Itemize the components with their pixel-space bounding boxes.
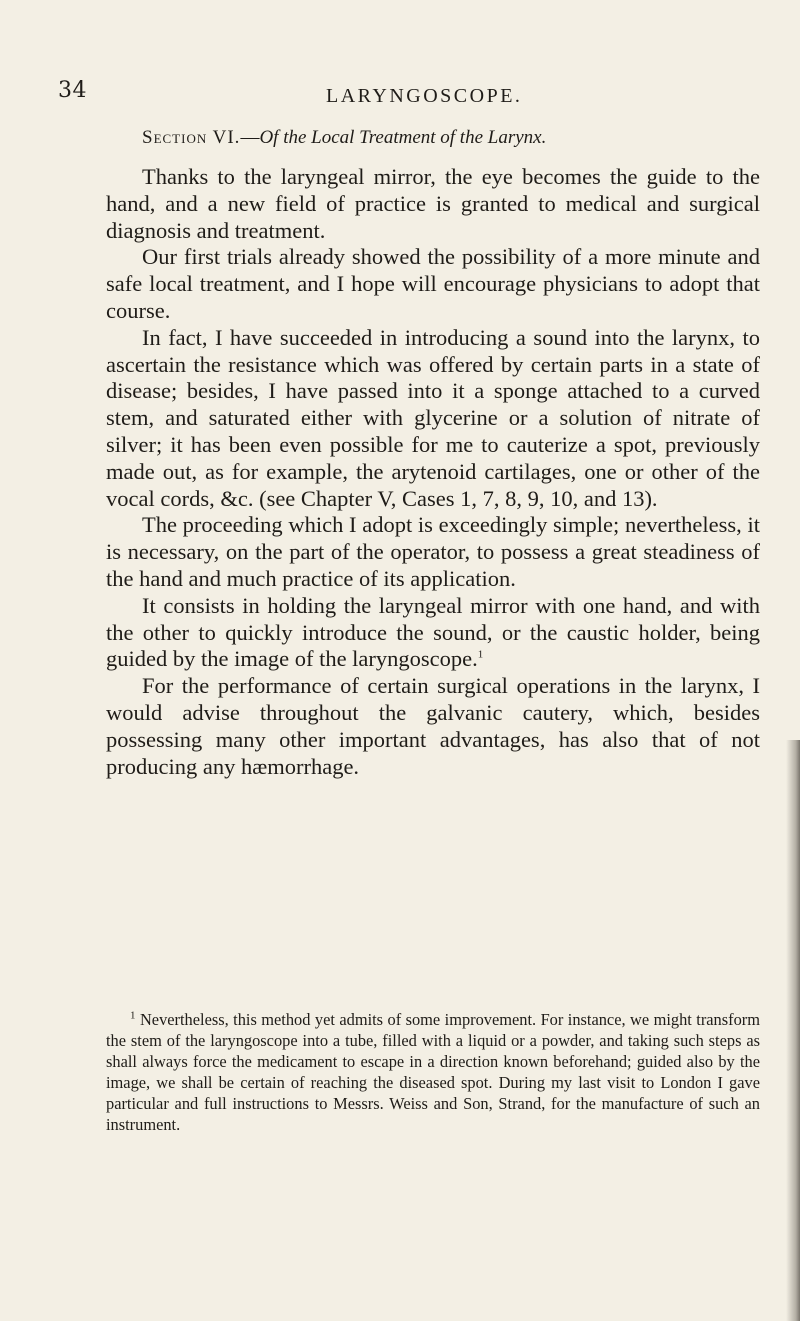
paragraph (106, 593, 760, 673)
running-head: LARYNGOSCOPE. (326, 85, 523, 107)
page-number: 34 (58, 78, 87, 103)
footnote-reference: 1 (477, 648, 484, 661)
footnote-marker: 1 (130, 1009, 136, 1022)
page-edge-shadow (786, 740, 800, 1321)
paragraph: Thanks to the laryngeal mirror, the eye becomes the guide to the hand, and a new field of practice is granted to medical and surgical diagnosis and treatment. (106, 164, 760, 243)
section-label: Section VI. (142, 127, 241, 148)
footnote-text: Nevertheless, this method yet admits of some improvement. For instance, we might transform the stem of the laryngoscope into a tube, filled with a liquid or a powder, and taking such steps as shall always force the medicament to escape in a direction known beforehand; guided also by the image, we shall be certain of reaching the diseased spot. During my last visit to London I gave particular and full instructions to Messrs. Weiss and Son, Strand, for the manufacture of such an instrument. (106, 1010, 760, 1135)
paragraph: For the performance of certain surgical operations in the larynx, I would advise throughout the galvanic cautery, which, besides possessing many other important advantages, has also that of not producing any hæmorrhage. (106, 673, 760, 779)
footnote (106, 1009, 760, 1136)
paragraph-text: It consists in holding the laryngeal mirror with one hand, and with the other to quickly introduce the sound, or the caustic holder, being guided by the image of the laryngoscope. (106, 592, 760, 672)
paragraph: The proceeding which I adopt is exceedingly simple; nevertheless, it is necessary, on the part of the operator, to possess a great steadiness of the hand and much practice of its application. (106, 512, 760, 591)
section-title: Of the Local Treatment of the Larynx. (259, 127, 547, 148)
body-text (106, 164, 760, 780)
paragraph: Our first trials already showed the possibility of a more minute and safe local treatment, and I hope will encourage physicians to adopt that course. (106, 244, 760, 323)
section-heading (142, 127, 546, 149)
paragraph: In fact, I have succeeded in introducing a sound into the larynx, to ascertain the resistance which was offered by certain parts in a state of disease; besides, I have passed into it a sponge attached to a curved stem, and saturated either with glycerine or a solution of nitrate of silver; it has been even possible for me to cauterize a spot, previously made out, as for example, the arytenoid cartilages, one or other of the vocal cords, &c. (see Chapter V, Cases 1, 7, 8, 9, 10, and 13). (106, 324, 760, 511)
section-dash: — (240, 127, 260, 148)
